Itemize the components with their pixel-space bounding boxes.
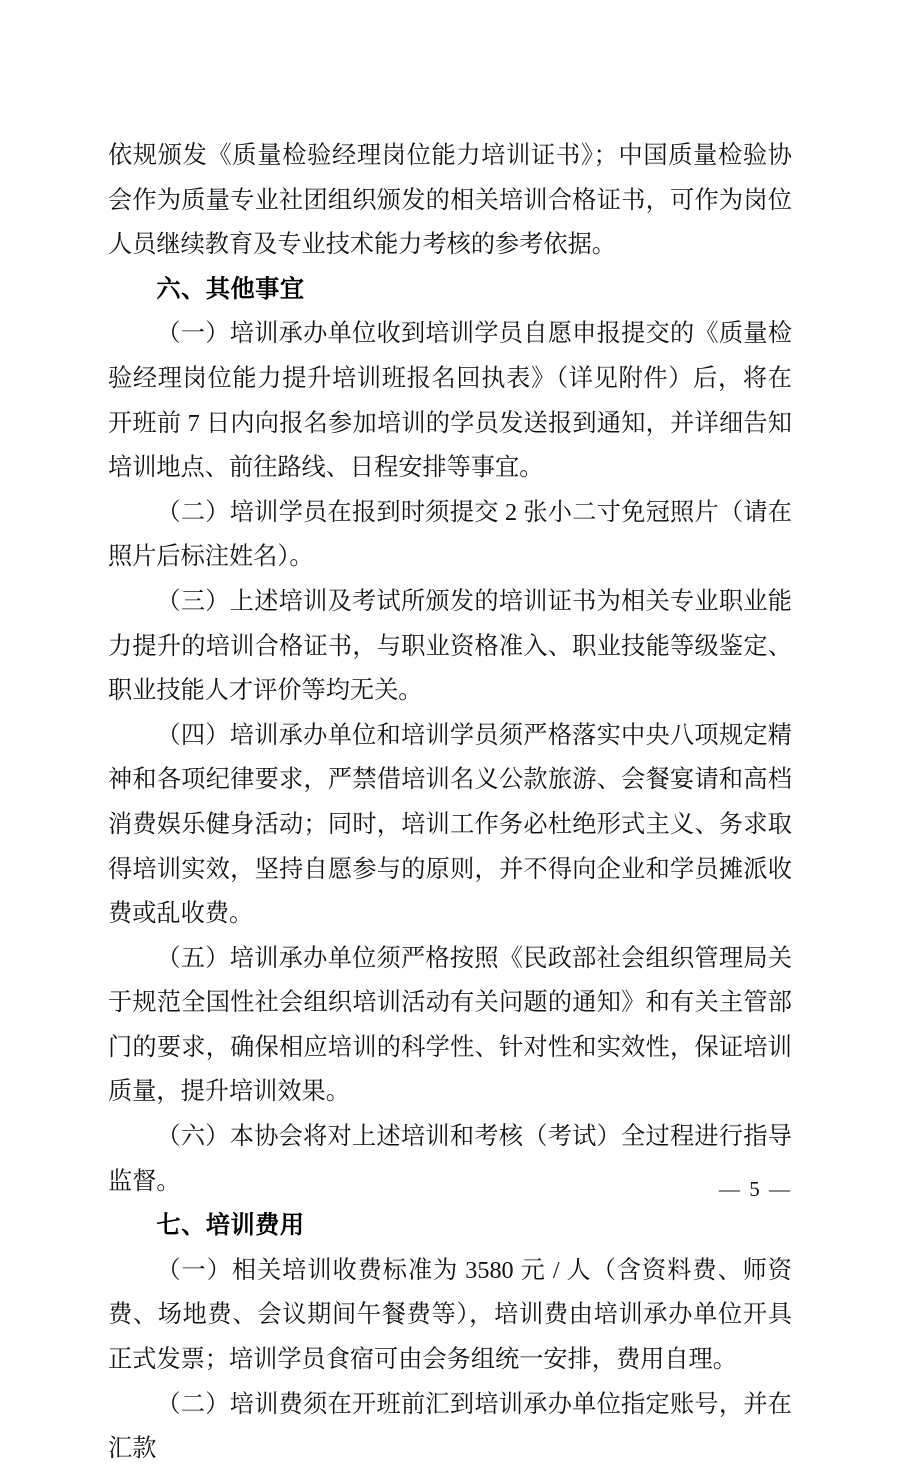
paragraph-6-2-photos: （二）培训学员在报到时须提交 2 张小二寸免冠照片（请在照片后标注姓名）。 <box>108 498 792 571</box>
paragraph-6-1-registration-receipt: （一）培训承办单位收到培训学员自愿申报提交的《质量检验经理岗位能力提升培训班报名回执表》（详见附件）后，将在开班前 7 日内向报名参加培训的学员发送报到通知，并详细告知培训地点、前往路线、日程安排等事宜。 <box>108 320 792 482</box>
section-heading-six-other-matters: 六、其他事宜 <box>156 275 305 303</box>
paragraph-certificate-continued: 依规颁发《质量检验经理岗位能力培训证书》；中国质量检验协会作为质量专业社团组织颁发的相关培训合格证书，可作为岗位人员继续教育及专业技术能力考核的参考依据。 <box>108 142 792 259</box>
paragraph-6-5-regulatory-compliance: （五）培训承办单位须严格按照《民政部社会组织管理局关于规范全国性社会组织培训活动有关问题的通知》和有关主管部门的要求，确保相应培训的科学性、针对性和实效性，保证培训质量，提升培训效果。 <box>108 944 792 1106</box>
paragraph-6-3-certificate-scope: （三）上述培训及考试所颁发的培训证书为相关专业职业能力提升的培训合格证书，与职业资格准入、职业技能等级鉴定、职业技能人才评价等均无关。 <box>108 587 792 705</box>
paragraph-7-1-fee-standard: （一）相关培训收费标准为 3580 元 / 人（含资料费、师资费、场地费、会议期间午餐费等），培训费由培训承办单位开具正式发票；培训学员食宿可由会务组统一安排，费用自理。 <box>108 1256 792 1374</box>
document-text-frame <box>108 134 792 1472</box>
paragraph-6-6-supervision: （六）本协会将对上述培训和考核（考试）全过程进行指导监督。 <box>108 1123 792 1195</box>
paragraph-7-2-payment-transfer: （二）培训费须在开班前汇到培训承办单位指定账号，并在汇款 <box>108 1390 792 1463</box>
paragraph-6-4-discipline-requirements: （四）培训承办单位和培训学员须严格落实中央八项规定精神和各项纪律要求，严禁借培训名义公款旅游、会餐宴请和高档消费娱乐健身活动；同时，培训工作务必杜绝形式主义、务求取得培训实效，坚持自愿参与的原则，并不得向企业和学员摊派收费或乱收费。 <box>108 721 792 928</box>
page-number: — 5 — <box>719 1177 792 1201</box>
section-heading-seven-training-fees: 七、培训费用 <box>156 1212 305 1240</box>
